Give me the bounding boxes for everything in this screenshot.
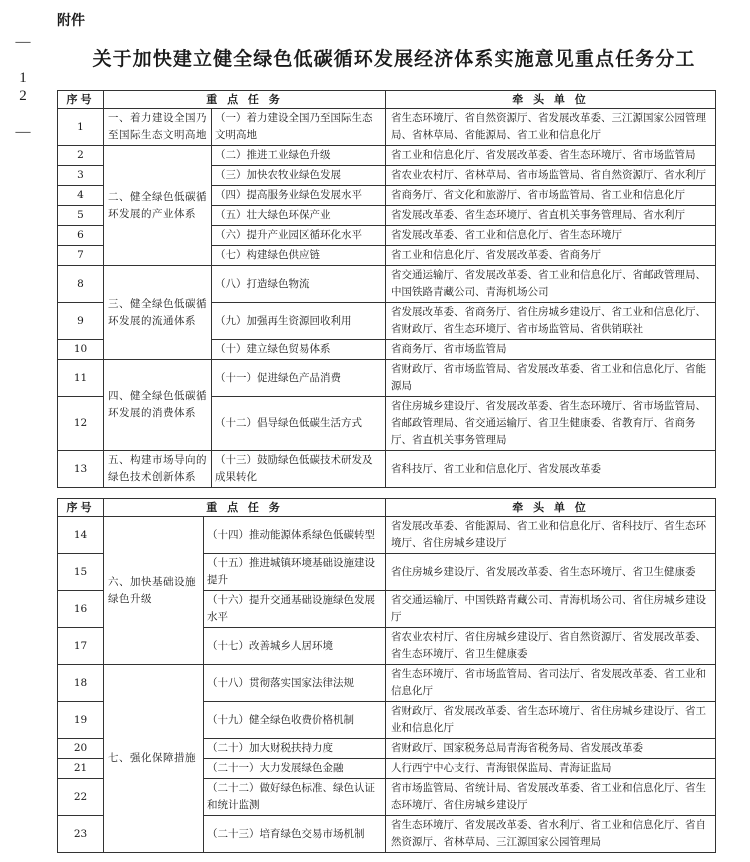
header-lead: 牵 头 单 位 (386, 499, 716, 517)
task-name: （八）打造绿色物流 (212, 266, 386, 303)
lead-units: 省生态环境厅、省发展改革委、省水利厅、省工业和信息化厅、省自然资源厅、省林草局、三江源国家公园管理局 (386, 816, 716, 853)
row-number: 17 (58, 628, 104, 665)
table-row (58, 517, 716, 554)
task-table-part-1 (57, 90, 716, 488)
row-number: 6 (58, 226, 104, 246)
task-name: （三）加快农牧业绿色发展 (212, 166, 386, 186)
task-name: （五）壮大绿色环保产业 (212, 206, 386, 226)
task-name: （十八）贯彻落实国家法律法规 (204, 665, 386, 702)
task-area: 二、健全绿色低碳循环发展的产业体系 (104, 146, 212, 266)
task-name: （四）提高服务业绿色发展水平 (212, 186, 386, 206)
lead-units: 省发展改革委、省生态环境厅、省直机关事务管理局、省水利厅 (386, 206, 716, 226)
header-num: 序号 (58, 499, 104, 517)
task-name: （六）提升产业园区循环化水平 (212, 226, 386, 246)
task-area: 五、构建市场导向的绿色技术创新体系 (104, 451, 212, 488)
lead-units: 省财政厅、省市场监管局、省发展改革委、省工业和信息化厅、省能源局 (386, 360, 716, 397)
row-number: 19 (58, 702, 104, 739)
task-name: （十）建立绿色贸易体系 (212, 340, 386, 360)
lead-units: 省农业农村厅、省住房城乡建设厅、省自然资源厅、省发展改革委、省生态环境厅、省卫生健康委 (386, 628, 716, 665)
lead-units: 人行西宁中心支行、青海银保监局、青海证监局 (386, 759, 716, 779)
header-task: 重 点 任 务 (104, 91, 386, 109)
task-name: （二十二）做好绿色标准、绿色认证和统计监测 (204, 779, 386, 816)
task-name: （九）加强再生资源回收利用 (212, 303, 386, 340)
table-row (58, 360, 716, 397)
task-name: （十九）健全绿色收费价格机制 (204, 702, 386, 739)
lead-units: 省交通运输厅、省发展改革委、省工业和信息化厅、省邮政管理局、中国铁路青藏公司、青海机场公司 (386, 266, 716, 303)
task-name: （二十一）大力发展绿色金融 (204, 759, 386, 779)
task-name: （二十）加大财税扶持力度 (204, 739, 386, 759)
row-number: 14 (58, 517, 104, 554)
lead-units: 省商务厅、省文化和旅游厅、省市场监管局、省工业和信息化厅 (386, 186, 716, 206)
header-task: 重 点 任 务 (104, 499, 386, 517)
task-name: （十六）提升交通基础设施绿色发展水平 (204, 591, 386, 628)
task-name: （十一）促进绿色产品消费 (212, 360, 386, 397)
header-num: 序号 (58, 91, 104, 109)
row-number: 15 (58, 554, 104, 591)
lead-units: 省财政厅、国家税务总局青海省税务局、省发展改革委 (386, 739, 716, 759)
task-area: 六、加快基础设施绿色升级 (104, 517, 204, 665)
task-area: 七、强化保障措施 (104, 665, 204, 853)
lead-units: 省工业和信息化厅、省发展改革委、省生态环境厅、省市场监管局 (386, 146, 716, 166)
task-name: （十七）改善城乡人居环境 (204, 628, 386, 665)
row-number: 10 (58, 340, 104, 360)
row-number: 23 (58, 816, 104, 853)
task-name: （二）推进工业绿色升级 (212, 146, 386, 166)
lead-units: 省工业和信息化厅、省发展改革委、省商务厅 (386, 246, 716, 266)
lead-units: 省住房城乡建设厅、省发展改革委、省生态环境厅、省卫生健康委 (386, 554, 716, 591)
row-number: 12 (58, 397, 104, 451)
task-table-part-2 (57, 498, 716, 853)
lead-units: 省住房城乡建设厅、省发展改革委、省生态环境厅、省市场监管局、省邮政管理局、省交通运输厅、省卫生健康委、省教育厅、省商务厅、省直机关事务管理局 (386, 397, 716, 451)
table-row (58, 665, 716, 702)
table-row (58, 266, 716, 303)
task-area: 三、健全绿色低碳循环发展的流通体系 (104, 266, 212, 360)
row-number: 2 (58, 146, 104, 166)
lead-units: 省财政厅、省发展改革委、省生态环境厅、省住房城乡建设厅、省工业和信息化厅 (386, 702, 716, 739)
row-number: 13 (58, 451, 104, 488)
row-number: 4 (58, 186, 104, 206)
row-number: 7 (58, 246, 104, 266)
task-name: （七）构建绿色供应链 (212, 246, 386, 266)
task-name: （十三）鼓励绿色低碳技术研发及成果转化 (212, 451, 386, 488)
row-number: 22 (58, 779, 104, 816)
lead-units: 省发展改革委、省商务厅、省住房城乡建设厅、省工业和信息化厅、省财政厅、省生态环境厅、省市场监管局、省供销联社 (386, 303, 716, 340)
header-lead: 牵 头 单 位 (386, 91, 716, 109)
attachment-label: 附件 (57, 13, 85, 29)
document-title: 关于加快建立健全绿色低碳循环发展经济体系实施意见重点任务分工 (92, 48, 696, 70)
task-area: 四、健全绿色低碳循环发展的消费体系 (104, 360, 212, 451)
table-row (58, 451, 716, 488)
task-name: （十五）推进城镇环境基础设施建设提升 (204, 554, 386, 591)
lead-units: 省农业农村厅、省林草局、省市场监管局、省自然资源厅、省水利厅 (386, 166, 716, 186)
task-name: （十二）倡导绿色低碳生活方式 (212, 397, 386, 451)
lead-units: 省生态环境厅、省自然资源厅、省发展改革委、三江源国家公园管理局、省林草局、省能源局、省工业和信息化厅 (386, 109, 716, 146)
lead-units: 省发展改革委、省能源局、省工业和信息化厅、省科技厅、省生态环境厅、省住房城乡建设厅 (386, 517, 716, 554)
task-name: （一）着力建设全国乃至国际生态文明高地 (212, 109, 386, 146)
row-number: 8 (58, 266, 104, 303)
row-number: 21 (58, 759, 104, 779)
page-number: — 12 — (15, 34, 31, 142)
row-number: 11 (58, 360, 104, 397)
row-number: 3 (58, 166, 104, 186)
row-number: 16 (58, 591, 104, 628)
task-area: 一、着力建设全国乃至国际生态文明高地 (104, 109, 212, 146)
row-number: 20 (58, 739, 104, 759)
lead-units: 省生态环境厅、省市场监管局、省司法厅、省发展改革委、省工业和信息化厅 (386, 665, 716, 702)
table-row (58, 109, 716, 146)
table-row (58, 146, 716, 166)
row-number: 9 (58, 303, 104, 340)
lead-units: 省商务厅、省市场监管局 (386, 340, 716, 360)
table-header-row (58, 499, 716, 517)
lead-units: 省发展改革委、省工业和信息化厅、省生态环境厅 (386, 226, 716, 246)
row-number: 18 (58, 665, 104, 702)
task-name: （十四）推动能源体系绿色低碳转型 (204, 517, 386, 554)
row-number: 1 (58, 109, 104, 146)
lead-units: 省科技厅、省工业和信息化厅、省发展改革委 (386, 451, 716, 488)
table-header-row (58, 91, 716, 109)
lead-units: 省市场监管局、省统计局、省发展改革委、省工业和信息化厅、省生态环境厅、省住房城乡建设厅 (386, 779, 716, 816)
lead-units: 省交通运输厅、中国铁路青藏公司、青海机场公司、省住房城乡建设厅 (386, 591, 716, 628)
row-number: 5 (58, 206, 104, 226)
task-name: （二十三）培育绿色交易市场机制 (204, 816, 386, 853)
